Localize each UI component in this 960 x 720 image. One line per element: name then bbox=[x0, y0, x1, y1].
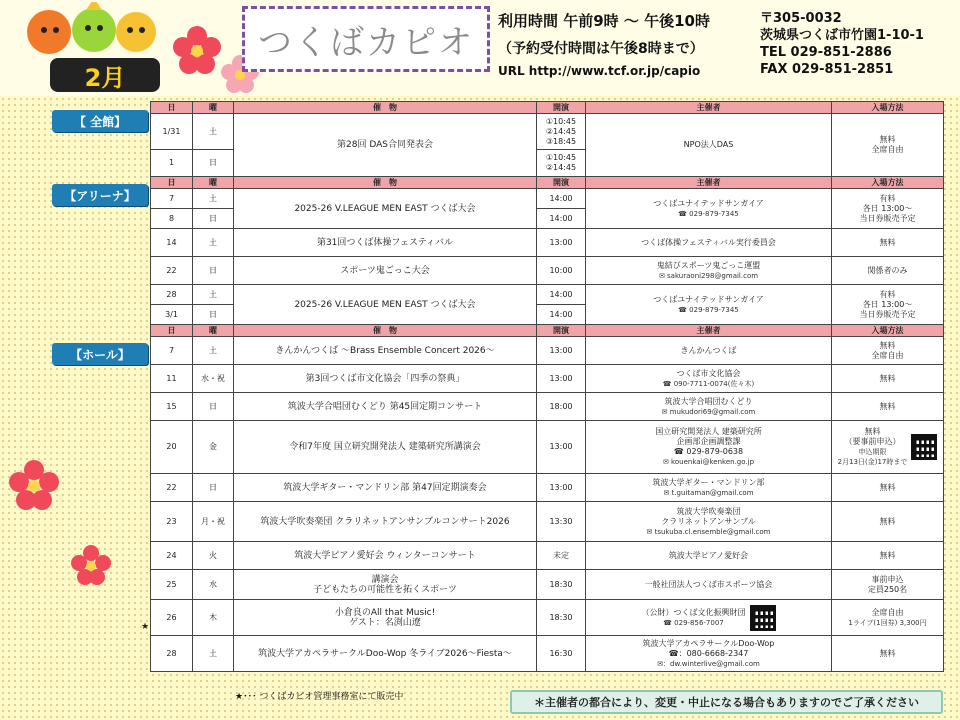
table-row: 14 土 第31回つくば体操フェスティバル 13:00 つくば体操フェスティバル実行委員会 無料 bbox=[151, 229, 944, 257]
footnote: ★･･･ つくばカピオ管理事務室にて販売中 bbox=[235, 692, 404, 702]
opening-hours: 利用時間 午前9時 〜 午後10時 bbox=[498, 12, 710, 30]
table-row: 22 日 スポーツ鬼ごっこ大会 10:00 鬼結びスポーツ鬼ごっこ運盟 ✉ sakuraoni298@gmail.com 関係者のみ bbox=[151, 257, 944, 285]
contact-info bbox=[760, 10, 924, 78]
table-header-row bbox=[151, 102, 944, 114]
qr-code-icon[interactable] bbox=[750, 605, 776, 631]
table-row: 7 土 きんかんつくば 〜Brass Ensemble Concert 2026〜 13:00 きんかんつくば 無料 全席自由 bbox=[151, 337, 944, 365]
mascot-illustration bbox=[14, 2, 164, 64]
postal-code: 〒305-0032 bbox=[760, 11, 842, 26]
table-row: 3/1 日 14:00 bbox=[151, 305, 944, 325]
col-event: 催 物 bbox=[234, 102, 537, 114]
section-label-hall: 【ホール】 bbox=[52, 343, 148, 365]
website-url[interactable]: URL http://www.tcf.or.jp/capio bbox=[498, 64, 701, 78]
logo-box bbox=[242, 6, 490, 72]
address: 茨城県つくば市竹園1-10-1 bbox=[760, 28, 924, 43]
table-row: 20 金 令和7年度 国立研究開発法人 建築研究所講演会 13:00 国立研究開発法人 建築研究所 企画部企画調整課 ☎ 029-879-0638 ✉ kouenkai@kenken.go.jp 無料 （要事前申込） 申込期限 2月13日(金)17時まで bbox=[151, 421, 944, 474]
header bbox=[0, 0, 960, 96]
month-label: 2月 bbox=[84, 63, 126, 92]
section-label-all: 【 全館】 bbox=[52, 110, 148, 132]
table-row: 8 日 14:00 bbox=[151, 209, 944, 229]
table-row: 15 日 筑波大学合唱団むくどり 第45回定期コンサート 18:00 筑波大学合唱団むくどり ✉ mukudori69@gmail.com 無料 bbox=[151, 393, 944, 421]
table-header-row: 日 曜 催 物 開演 主催者 入場方法 bbox=[151, 325, 944, 337]
event-schedule-table bbox=[150, 101, 944, 672]
table-row: 26 木 小倉良のAll that Music! ゲスト：名渕山遼 18:30 （公財）つくば文化振興財団 ☎ 029-856-7007 全席自由 1ライブ(1回券) 3,300円 bbox=[151, 600, 944, 636]
table-row: 22 日 筑波大学ギター・マンドリン部 第47回定期演奏会 13:00 筑波大学ギター・マンドリン部 ✉ t.guitaman@gmail.com 無料 bbox=[151, 474, 944, 502]
table-header-row: 日 曜 催 物 開演 主催者 入場方法 bbox=[151, 177, 944, 189]
notice-banner: ＊主催者の都合により、変更・中止になる場合もありますのでご了承ください bbox=[510, 690, 943, 714]
col-admission: 入場方法 bbox=[832, 102, 944, 114]
section-label-arena: 【アリーナ】 bbox=[52, 184, 148, 206]
phone-number: TEL 029-851-2886 bbox=[760, 45, 892, 60]
col-organizer: 主催者 bbox=[586, 102, 832, 114]
booking-hours: （予約受付時間は午後8時まで） bbox=[498, 41, 704, 57]
month-badge bbox=[50, 58, 160, 92]
venue-logo: つくばカピオ bbox=[258, 22, 474, 63]
table-row: 28 土 2025-26 V.LEAGUE MEN EAST つくば大会 14:00 つくばユナイテッドサンガイア ☎ 029-879-7345 有料 各日 13:00〜 当日券販売予定 bbox=[151, 285, 944, 305]
fax-number: FAX 029-851-2851 bbox=[760, 62, 894, 77]
plum-flower-icon bbox=[172, 26, 222, 76]
table-row: 1/31 土 第28回 DAS合同発表会 ①10:45 ②14:45 ③18:45 NPO法人DAS 無料 全席自由 bbox=[151, 114, 944, 150]
table-row: 1 日 ①10:45 ②14:45 bbox=[151, 150, 944, 177]
table-row: 11 水・祝 第3回つくば市文化協会「四季の祭典」 13:00 つくば市文化協会 ☎ 090-7711-0074(佐々木) 無料 bbox=[151, 365, 944, 393]
plum-flower-icon bbox=[8, 460, 60, 512]
col-day: 日 bbox=[151, 102, 193, 114]
qr-code-icon[interactable] bbox=[911, 434, 937, 460]
plum-flower-icon bbox=[70, 545, 112, 587]
col-start: 開演 bbox=[537, 102, 586, 114]
col-weekday: 曜 bbox=[193, 102, 234, 114]
table-row: 28 土 筑波大学アカペラサークルDoo-Wop 冬ライブ2026〜Fiesta〜 16:30 筑波大学アカペラサークルDoo-Wop ☎：080-6668-2347 ✉：dw.winterlive@gmail.com 無料 bbox=[151, 636, 944, 672]
star-marker: ★ bbox=[141, 622, 150, 632]
table-row: 23 月・祝 筑波大学吹奏楽団 クラリネットアンサンブルコンサート2026 13:30 筑波大学吹奏楽団 クラリネットアンサンブル ✉ tsukuba.cl.ensemble@gmail.com 無料 bbox=[151, 502, 944, 542]
table-row: 25 水 講演会 子どもたちの可能性を拓くスポーツ 18:30 一般社団法人つくば市スポーツ協会 事前申込 定員250名 bbox=[151, 570, 944, 600]
table-row: 24 火 筑波大学ピアノ愛好会 ウィンターコンサート 未定 筑波大学ピアノ愛好会 無料 bbox=[151, 542, 944, 570]
table-row: 7 土 2025-26 V.LEAGUE MEN EAST つくば大会 14:00 つくばユナイテッドサンガイア ☎ 029-879-7345 有料 各日 13:00〜 当日券販売予定 bbox=[151, 189, 944, 209]
